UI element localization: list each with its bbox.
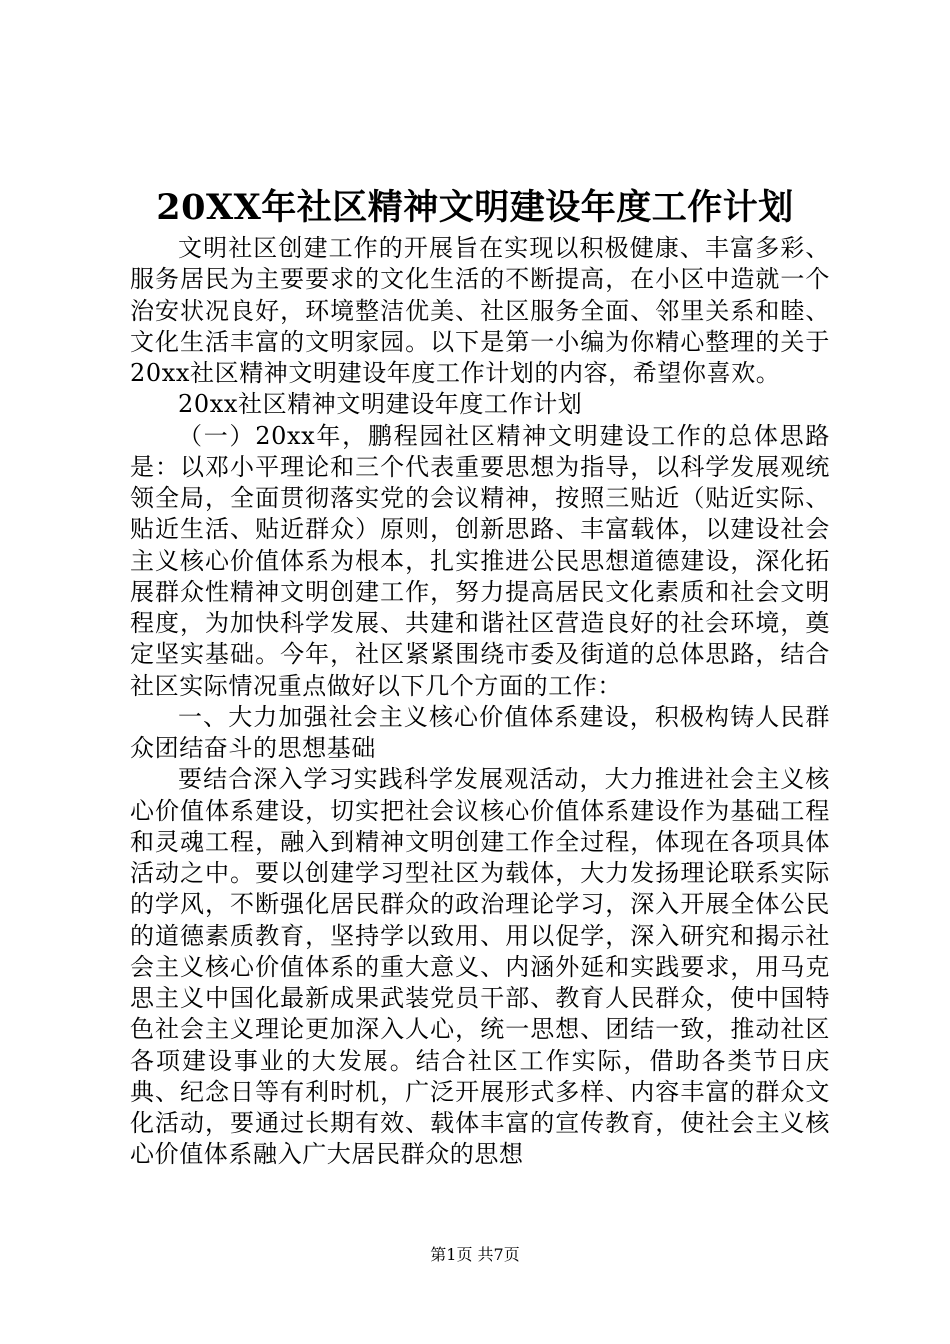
page-number: 第1页 共7页	[430, 1245, 520, 1264]
intro-paragraph: 文明社区创建工作的开展旨在实现以积极健康、丰富多彩、服务居民为主要要求的文化生活的不断提高，在小区中造就一个治安状况良好，环境整洁优美、社区服务全面、邻里关系和睦、文化生活丰富的文明家园。以下是第一小编为你精心整理的关于20xx社区精神文明建设年度工作计划的内容，希望你喜欢。	[130, 234, 830, 387]
document-body	[130, 233, 830, 1171]
plan-heading: 20xx社区精神文明建设年度工作计划	[178, 390, 583, 419]
section-heading: 一、大力加强社会主义核心价值体系建设，积极构铸人民群众团结奋斗的思想基础	[130, 702, 830, 762]
section-body-paragraph: 要结合深入学习实践科学发展观活动，大力推进社会主义核心价值体系建设，切实把社会议核心价值体系建设作为基础工程和灵魂工程，融入到精神文明创建工作全过程，体现在各项具体活动之中。要以创建学习型社区为载体，大力发扬理论联系实际的学风，不断强化居民群众的政治理论学习，深入开展全体公民的道德素质教育，坚持学以致用、用以促学，深入研究和揭示社会主义核心价值体系的重大意义、内涵外延和实践要求，用马克思主义中国化最新成果武装党员干部、教育人民群众，使中国特色社会主义理论更加深入人心，统一思想、团结一致，推动社区各项建设事业的大发展。结合社区工作实际，借助各类节日庆典、纪念日等有利时机，广泛开展形式多样、内容丰富的群众文化活动，要通过长期有效、载体丰富的宣传教育，使社会主义核心价值体系融入广大居民群众的思想	[130, 765, 830, 1169]
document-title: 20XX年社区精神文明建设年度工作计划	[156, 187, 794, 228]
overall-approach-paragraph: （一）20xx年，鹏程园社区精神文明建设工作的总体思路是：以邓小平理论和三个代表重要思想为指导，以科学发展观统领全局，全面贯彻落实党的会议精神，按照三贴近（贴近实际、贴近生活、贴近群众）原则，创新思路、丰富载体，以建设社会主义核心价值体系为根本，扎实推进公民思想道德建设，深化拓展群众性精神文明创建工作，努力提高居民文化素质和社会文明程度，为加快科学发展、共建和谐社区营造良好的社会环境，奠定坚实基础。今年，社区紧紧围绕市委及街道的总体思路，结合社区实际情况重点做好以下几个方面的工作：	[130, 421, 830, 700]
